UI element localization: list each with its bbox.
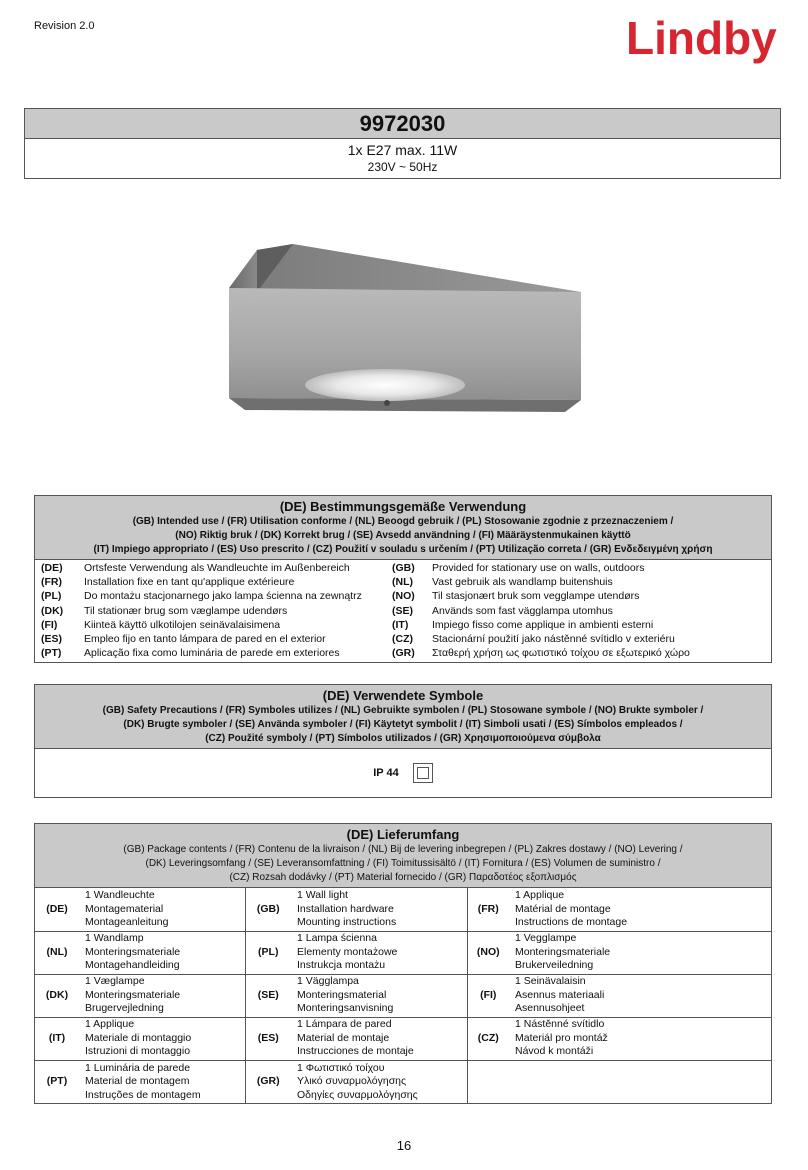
lang-code: (PT): [41, 647, 62, 660]
lamp-top: [257, 244, 581, 292]
usage-text: Til stasjonært bruk som vegglampe utendørs: [432, 590, 640, 603]
lang-code: (FI): [41, 618, 58, 631]
ip-rating-label: IP 44: [373, 767, 399, 779]
package-item: 1 Wandleuchte: [85, 889, 155, 901]
symbols-subtitle: (GB) Safety Precautions / (FR) Symboles utilizes / (NL) Gebruikte symbolen / (PL) Stosowane symbole / (NO) Brukte symboler /: [102, 705, 704, 716]
package-item: 1 Applique: [85, 1018, 135, 1031]
usage-text: Kiinteä käyttö ulkotilojen seinävalaisimena: [84, 618, 281, 631]
usage-subtitle: (GB) Intended use / (FR) Utilisation conforme / (NL) Beoogd gebruik / (PL) Stosowanie zgodnie z przeznaczeniem /: [132, 516, 674, 527]
lang-code: (PT): [46, 1075, 68, 1087]
package-item: Instrukcja montażu: [297, 959, 386, 972]
lang-code: (NL): [35, 931, 79, 974]
package-item: Instructions de montage: [515, 916, 628, 928]
lang-code: (NL): [392, 576, 413, 589]
lang-code: (CZ): [392, 633, 413, 646]
lang-code: (ES): [41, 633, 62, 646]
usage-text: Vast gebruik als wandlamp buitenshuis: [432, 576, 613, 589]
package-subtitle: (DK) Leveringsomfang / (SE) Leveransomfattning / (FI) Toimitussisältö / (IT) Fornitura / (ES) Volumen de suministro /: [145, 858, 661, 869]
usage-text: Do montażu stacjonarnego jako lampa ścienna na zewnątrz: [84, 590, 362, 603]
package-item: 1 Applique: [515, 889, 565, 901]
package-item: Instruções de montagem: [85, 1088, 201, 1101]
package-item: 1 Φωτιστικό τοίχου: [297, 1061, 385, 1074]
package-section: [34, 823, 772, 1104]
package-item: 1 Vägglampa: [297, 975, 359, 988]
lang-code: (IT): [392, 618, 409, 631]
package-item: Monteringsmaterial: [297, 988, 387, 1001]
revision-label: Revision 2.0: [34, 20, 95, 32]
usage-text: Stacionární použití jako nástěnné svítidlo v exteriéru: [432, 633, 675, 646]
lang-code: (DE): [35, 888, 79, 931]
package-item: Montageanleitung: [85, 916, 169, 928]
lang-code: (IT): [35, 1017, 79, 1060]
package-item: Asennus materiaali: [515, 988, 605, 1001]
lang-code: (DK): [35, 974, 79, 1017]
package-item: Material de montagem: [85, 1075, 190, 1087]
lang-code: (PL): [245, 931, 291, 974]
package-item: Monteringsanvisning: [297, 1002, 394, 1015]
usage-subtitle: (NO) Riktig bruk / (DK) Korrekt brug / (SE) Avsedd användning / (FI) Määräystenmukainen käyttö: [175, 530, 631, 541]
package-item: Instrucciones de montaje: [297, 1045, 414, 1058]
symbols-section: [34, 684, 772, 798]
package-item: Montagehandleiding: [85, 959, 180, 972]
package-item: 1 Lámpara de pared: [297, 1018, 392, 1031]
package-item: Montagematerial: [85, 902, 164, 915]
lang-code: (ES): [245, 1017, 291, 1060]
bulb-spec: 1x E27 max. 11W: [347, 142, 458, 158]
package-item: Materiale di montaggio: [85, 1031, 192, 1044]
package-header: [35, 824, 771, 888]
lamp-screw: [384, 400, 390, 406]
brand-name: Lindby: [626, 12, 777, 64]
package-title: (DE) Lieferumfang: [346, 827, 460, 842]
package-item: Asennusohjeet: [515, 1002, 585, 1015]
package-table: [35, 888, 771, 1103]
symbols-subtitle: (DK) Brugte symboler / (SE) Använda symboler / (FI) Käytetyt symbolit / (IT) Simboli usati / (ES) Símbolos empleados /: [123, 719, 683, 730]
lang-code: (FR): [41, 576, 62, 589]
package-item: Mounting instructions: [297, 916, 397, 928]
lang-code: (FI): [467, 974, 509, 1017]
symbols-title: (DE) Verwendete Symbole: [322, 688, 484, 703]
symbol-row: [35, 749, 771, 797]
lang-code: (GR): [392, 647, 415, 660]
usage-text: Empleo fijo en tanto lámpara de pared en el exterior: [84, 633, 326, 646]
table-row: [35, 1017, 771, 1060]
package-subtitle: (CZ) Rozsah dodávky / (PT) Material fornecido / (GR) Παραδοτέος εξοπλισμός: [229, 872, 577, 883]
protection-class-icon: [413, 763, 433, 783]
lang-code: (SE): [392, 604, 413, 617]
table-row: [35, 888, 771, 931]
package-item: Materiál pro montáž: [515, 1031, 608, 1044]
usage-list: [35, 560, 771, 662]
package-item: Matérial de montage: [515, 902, 611, 915]
lang-code: (FR): [467, 888, 509, 931]
lang-code: (CZ): [467, 1017, 509, 1060]
package-item: 1 Wandlamp: [85, 932, 144, 945]
usage-text: Installation fixe en tant qu'applique extérieure: [84, 576, 295, 589]
package-item: 1 Lampa ścienna: [297, 932, 377, 945]
package-item: 1 Wall light: [297, 889, 348, 901]
voltage-spec: 230V ~ 50Hz: [367, 160, 438, 174]
symbols-subtitle: (CZ) Použité symboly / (PT) Símbolos utilizados / (GR) Χρησιμοποιούμενα σύμβολα: [205, 733, 601, 744]
package-item: Istruzioni di montaggio: [85, 1045, 191, 1058]
usage-text: Impiego fisso come applique in ambienti esterni: [432, 618, 654, 631]
package-item: Monteringsmateriale: [85, 945, 181, 958]
usage-title: (DE) Bestimmungsgemäße Verwendung: [279, 499, 527, 514]
package-item: Brukerveiledning: [515, 959, 594, 972]
lang-code: (SE): [245, 974, 291, 1017]
product-header: [24, 108, 781, 179]
lang-code: (GB): [392, 562, 415, 574]
usage-text: Används som fast vägglampa utomhus: [432, 604, 613, 617]
package-item: 1 Væglampe: [85, 975, 145, 988]
package-item: Návod k montáži: [515, 1045, 594, 1058]
package-item: Brugervejledning: [85, 1002, 164, 1015]
package-item: Monteringsmateriale: [85, 988, 181, 1001]
lang-code: (GB): [245, 888, 291, 931]
lang-code: (PL): [41, 590, 62, 603]
lang-code: (GR): [256, 1075, 280, 1087]
lang-code: (DK): [41, 604, 64, 617]
usage-text: Aplicação fixa como luminária de parede em exteriores: [84, 647, 340, 660]
page-number: 16: [396, 1138, 412, 1153]
table-row: [35, 1060, 771, 1103]
package-item: 1 Seinävalaisin: [515, 975, 586, 988]
package-item: Elementy montażowe: [297, 945, 398, 958]
package-item: 1 Nástěnné svítidlo: [515, 1018, 605, 1031]
lamp-light: [305, 369, 465, 401]
usage-text: Ortsfeste Verwendung als Wandleuchte im Außenbereich: [84, 562, 350, 574]
table-row: [35, 931, 771, 974]
product-code: 9972030: [25, 109, 780, 139]
wall-light-image: [225, 240, 585, 415]
usage-subtitle: (IT) Impiego appropriato / (ES) Uso prescrito / (CZ) Použití v souladu s určením / (PT) Utilização correta / (GR) Ενδεδειγμένη χρήση: [93, 544, 713, 555]
usage-text: Til stationær brug som væglampe udendørs: [84, 604, 288, 617]
package-item: Material de montaje: [297, 1031, 390, 1044]
table-row: [35, 974, 771, 1017]
package-item: 1 Luminária de parede: [85, 1061, 191, 1074]
package-item: Υλικό συναρμολόγησης: [297, 1075, 407, 1087]
lang-code: (NO): [467, 931, 509, 974]
usage-text: Σταθερή χρήση ως φωτιστικό τοίχου σε εξωτερικό χώρο: [432, 647, 690, 660]
symbols-header: [35, 685, 771, 749]
package-item: Οδηγίες συναρμολόγησης: [297, 1088, 418, 1101]
lang-code: (NO): [392, 590, 415, 603]
package-item: Monteringsmateriale: [515, 945, 611, 958]
lang-code: (DE): [41, 562, 63, 574]
usage-header: [35, 496, 771, 560]
usage-section: [34, 495, 772, 663]
package-subtitle: (GB) Package contents / (FR) Contenu de la livraison / (NL) Bij de levering inbegrepen / (PL) Zakres dostawy / (NO) Levering /: [123, 844, 683, 855]
package-item: Installation hardware: [297, 902, 394, 915]
usage-text: Provided for stationary use on walls, outdoors: [432, 562, 645, 574]
lindby-logo: [626, 10, 786, 72]
package-item: 1 Vegglampe: [515, 932, 577, 945]
